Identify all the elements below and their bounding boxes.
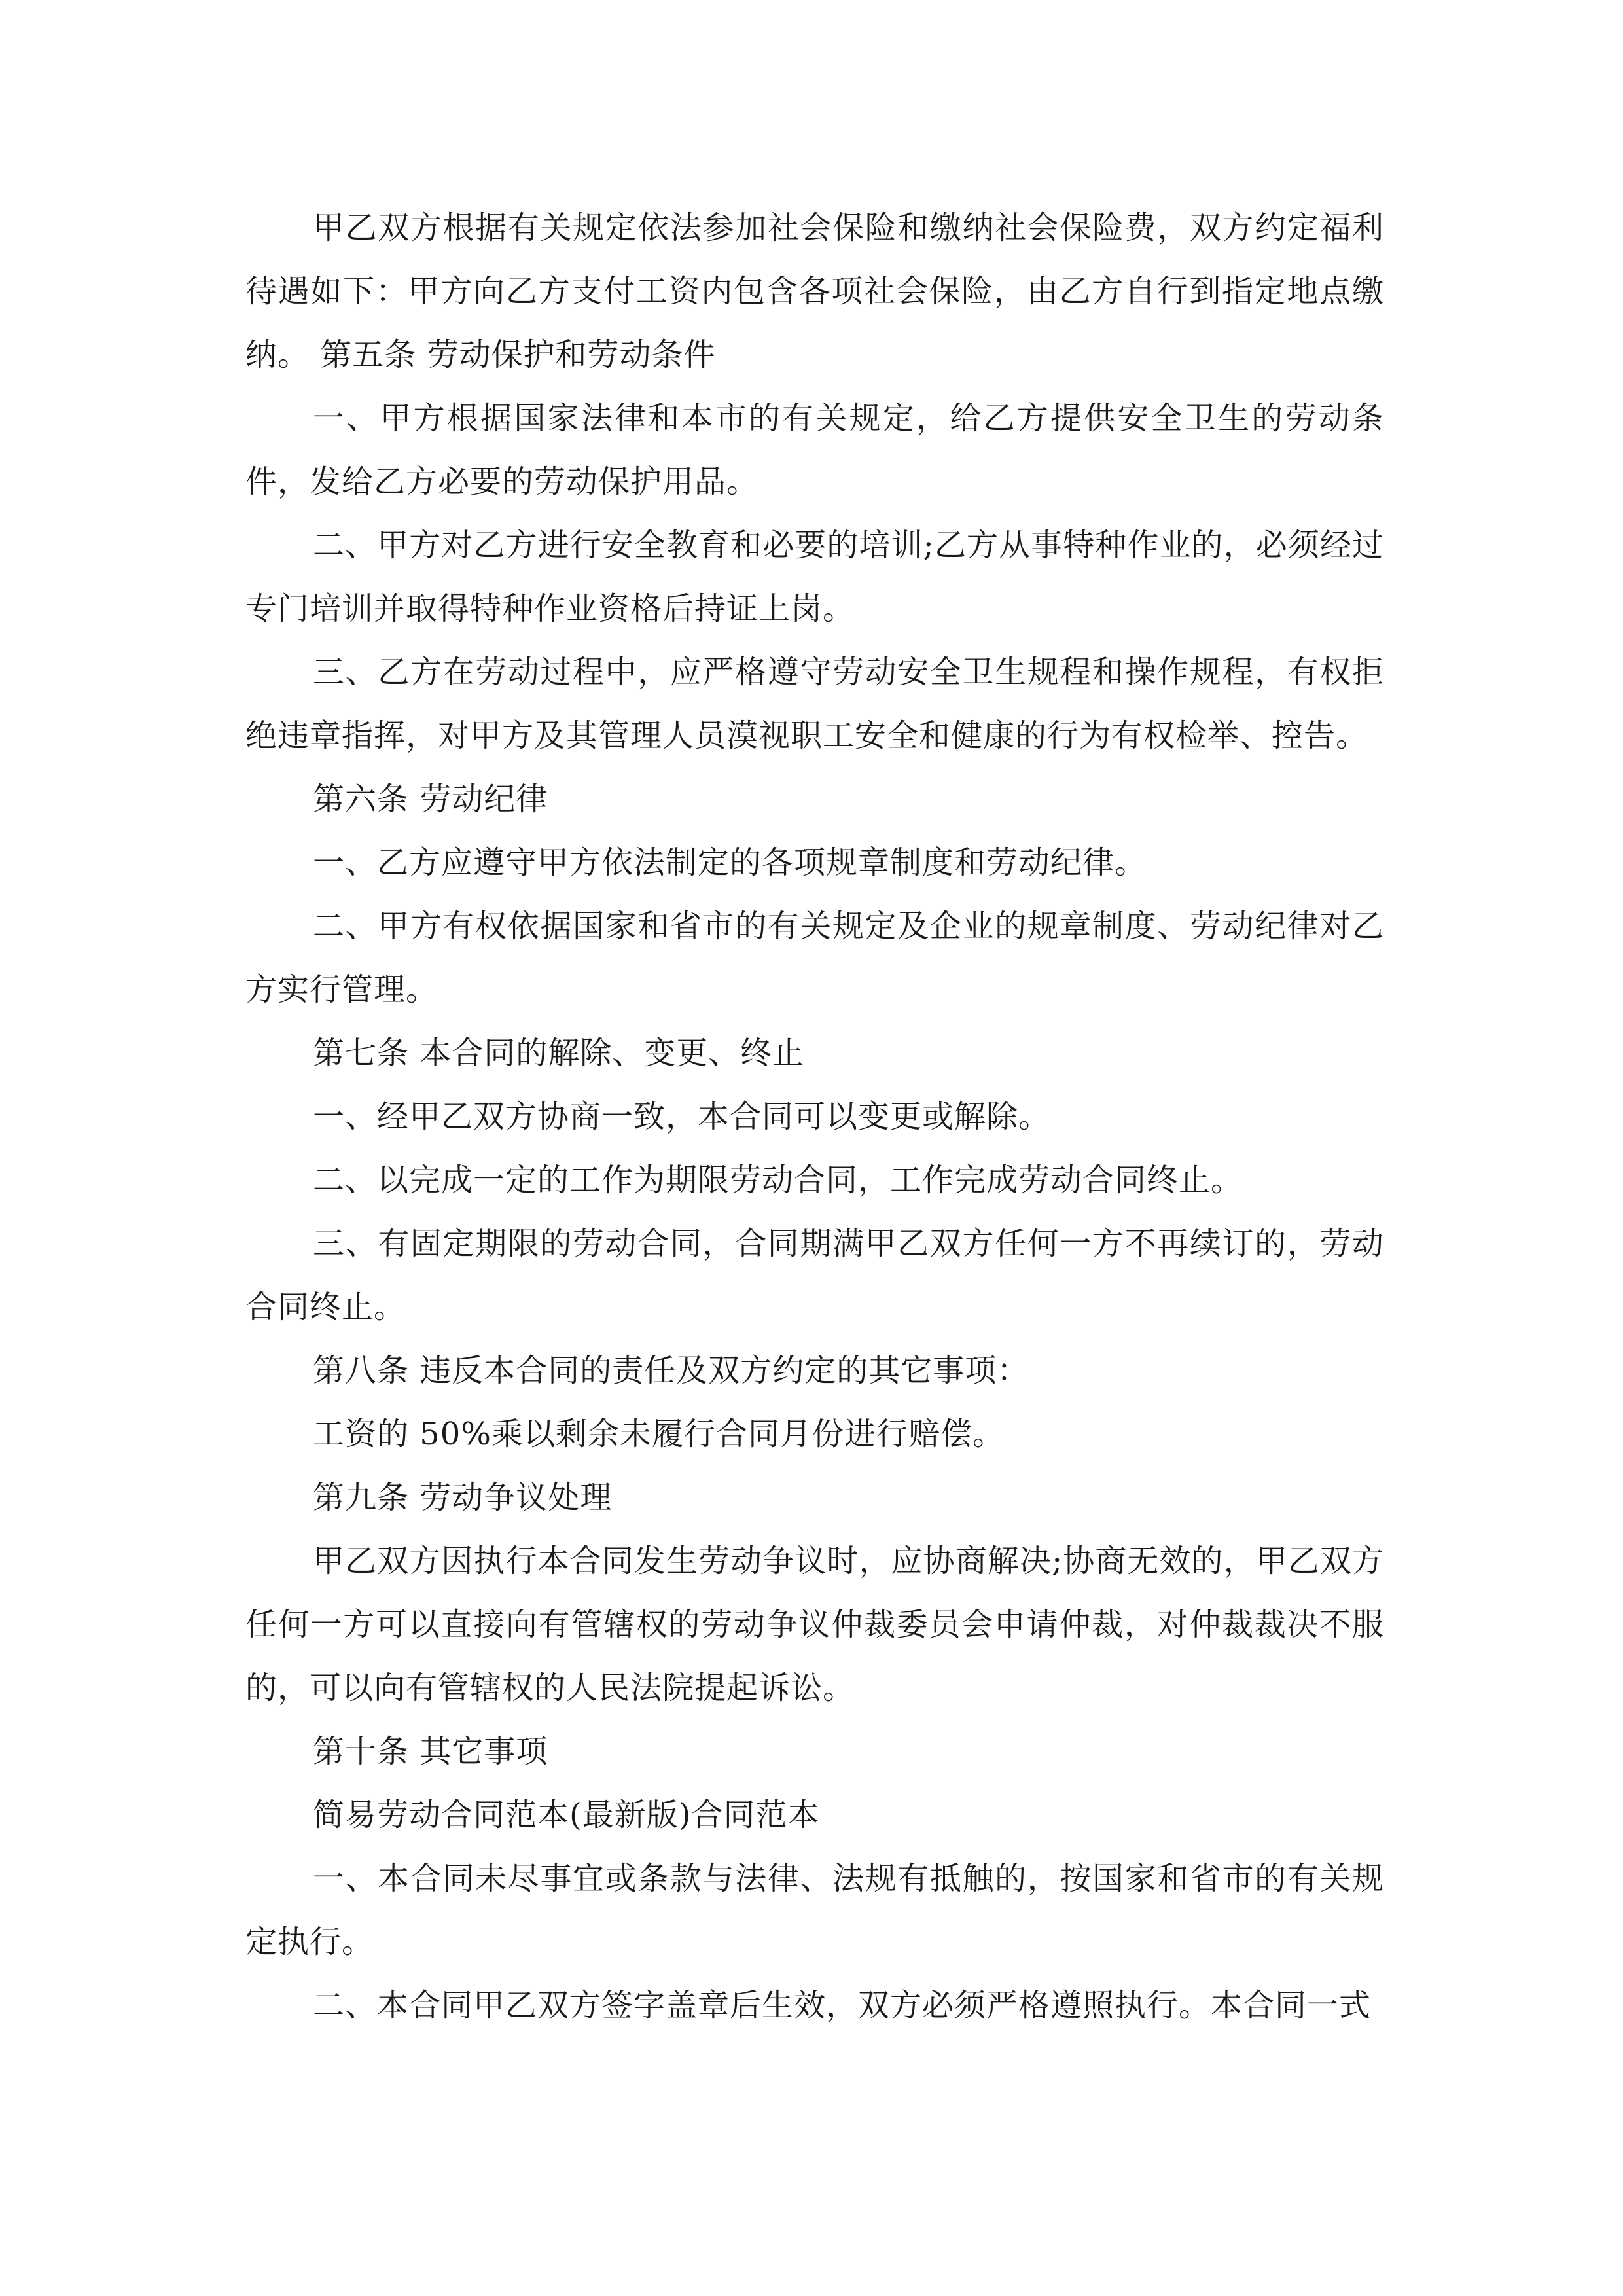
- heading-article-10: 第十条 其它事项: [313, 1733, 548, 1770]
- paragraph-termination-1: 一、经甲乙双方协商一致，本合同可以变更或解除。: [313, 1098, 1051, 1135]
- paragraph-discipline-1: 一、乙方应遵守甲方依法制定的各项规章制度和劳动纪律。: [313, 844, 1147, 881]
- paragraph-dispute: 甲乙双方因执行本合同发生劳动争议时，应协商解决;协商无效的，甲乙双方任何一方可以直接向有管辖权的劳动争议仲裁委员会申请仲裁，对仲裁裁决不服的，可以向有管辖权的人民法院提起诉讼。: [245, 1543, 1384, 1706]
- document-body: [245, 196, 1384, 2037]
- paragraph-termination-3: 三、有固定期限的劳动合同，合同期满甲乙双方任何一方不再续订的，劳动合同终止。: [245, 1225, 1384, 1325]
- paragraph-labor-conditions-3: 三、乙方在劳动过程中，应严格遵守劳动安全卫生规程和操作规程，有权拒绝违章指挥，对甲方及其管理人员漠视职工安全和健康的行为有权检举、控告。: [245, 654, 1384, 754]
- paragraph-template-title: 简易劳动合同范本(最新版)合同范本: [313, 1797, 820, 1833]
- heading-article-6: 第六条 劳动纪律: [313, 781, 548, 817]
- paragraph-discipline-2: 二、甲方有权依据国家和省市的有关规定及企业的规章制度、劳动纪律对乙方实行管理。: [245, 908, 1384, 1008]
- paragraph-other-2: 二、本合同甲乙双方签字盖章后生效，双方必须严格遵照执行。本合同一式: [313, 1987, 1372, 2024]
- heading-article-7: 第七条 本合同的解除、变更、终止: [313, 1035, 805, 1071]
- paragraph-compensation: 工资的 50%乘以剩余未履行合同月份进行赔偿。: [313, 1416, 1005, 1452]
- heading-article-8: 第八条 违反本合同的责任及双方约定的其它事项：: [313, 1352, 1029, 1389]
- heading-article-9: 第九条 劳动争议处理: [313, 1479, 613, 1516]
- paragraph-social-insurance: 甲乙双方根据有关规定依法参加社会保险和缴纳社会保险费，双方约定福利待遇如下：甲方向乙方支付工资内包含各项社会保险，由乙方自行到指定地点缴纳。 第五条 劳动保护和劳动条件: [245, 209, 1384, 373]
- paragraph-other-1: 一、本合同未尽事宜或条款与法律、法规有抵触的，按国家和省市的有关规定执行。: [245, 1860, 1384, 1960]
- paragraph-labor-conditions-2: 二、甲方对乙方进行安全教育和必要的培训;乙方从事特种作业的，必须经过专门培训并取得特种作业资格后持证上岗。: [245, 527, 1384, 627]
- paragraph-labor-conditions-1: 一、甲方根据国家法律和本市的有关规定，给乙方提供安全卫生的劳动条件，发给乙方必要的劳动保护用品。: [245, 400, 1384, 500]
- paragraph-termination-2: 二、以完成一定的工作为期限劳动合同，工作完成劳动合同终止。: [313, 1162, 1243, 1198]
